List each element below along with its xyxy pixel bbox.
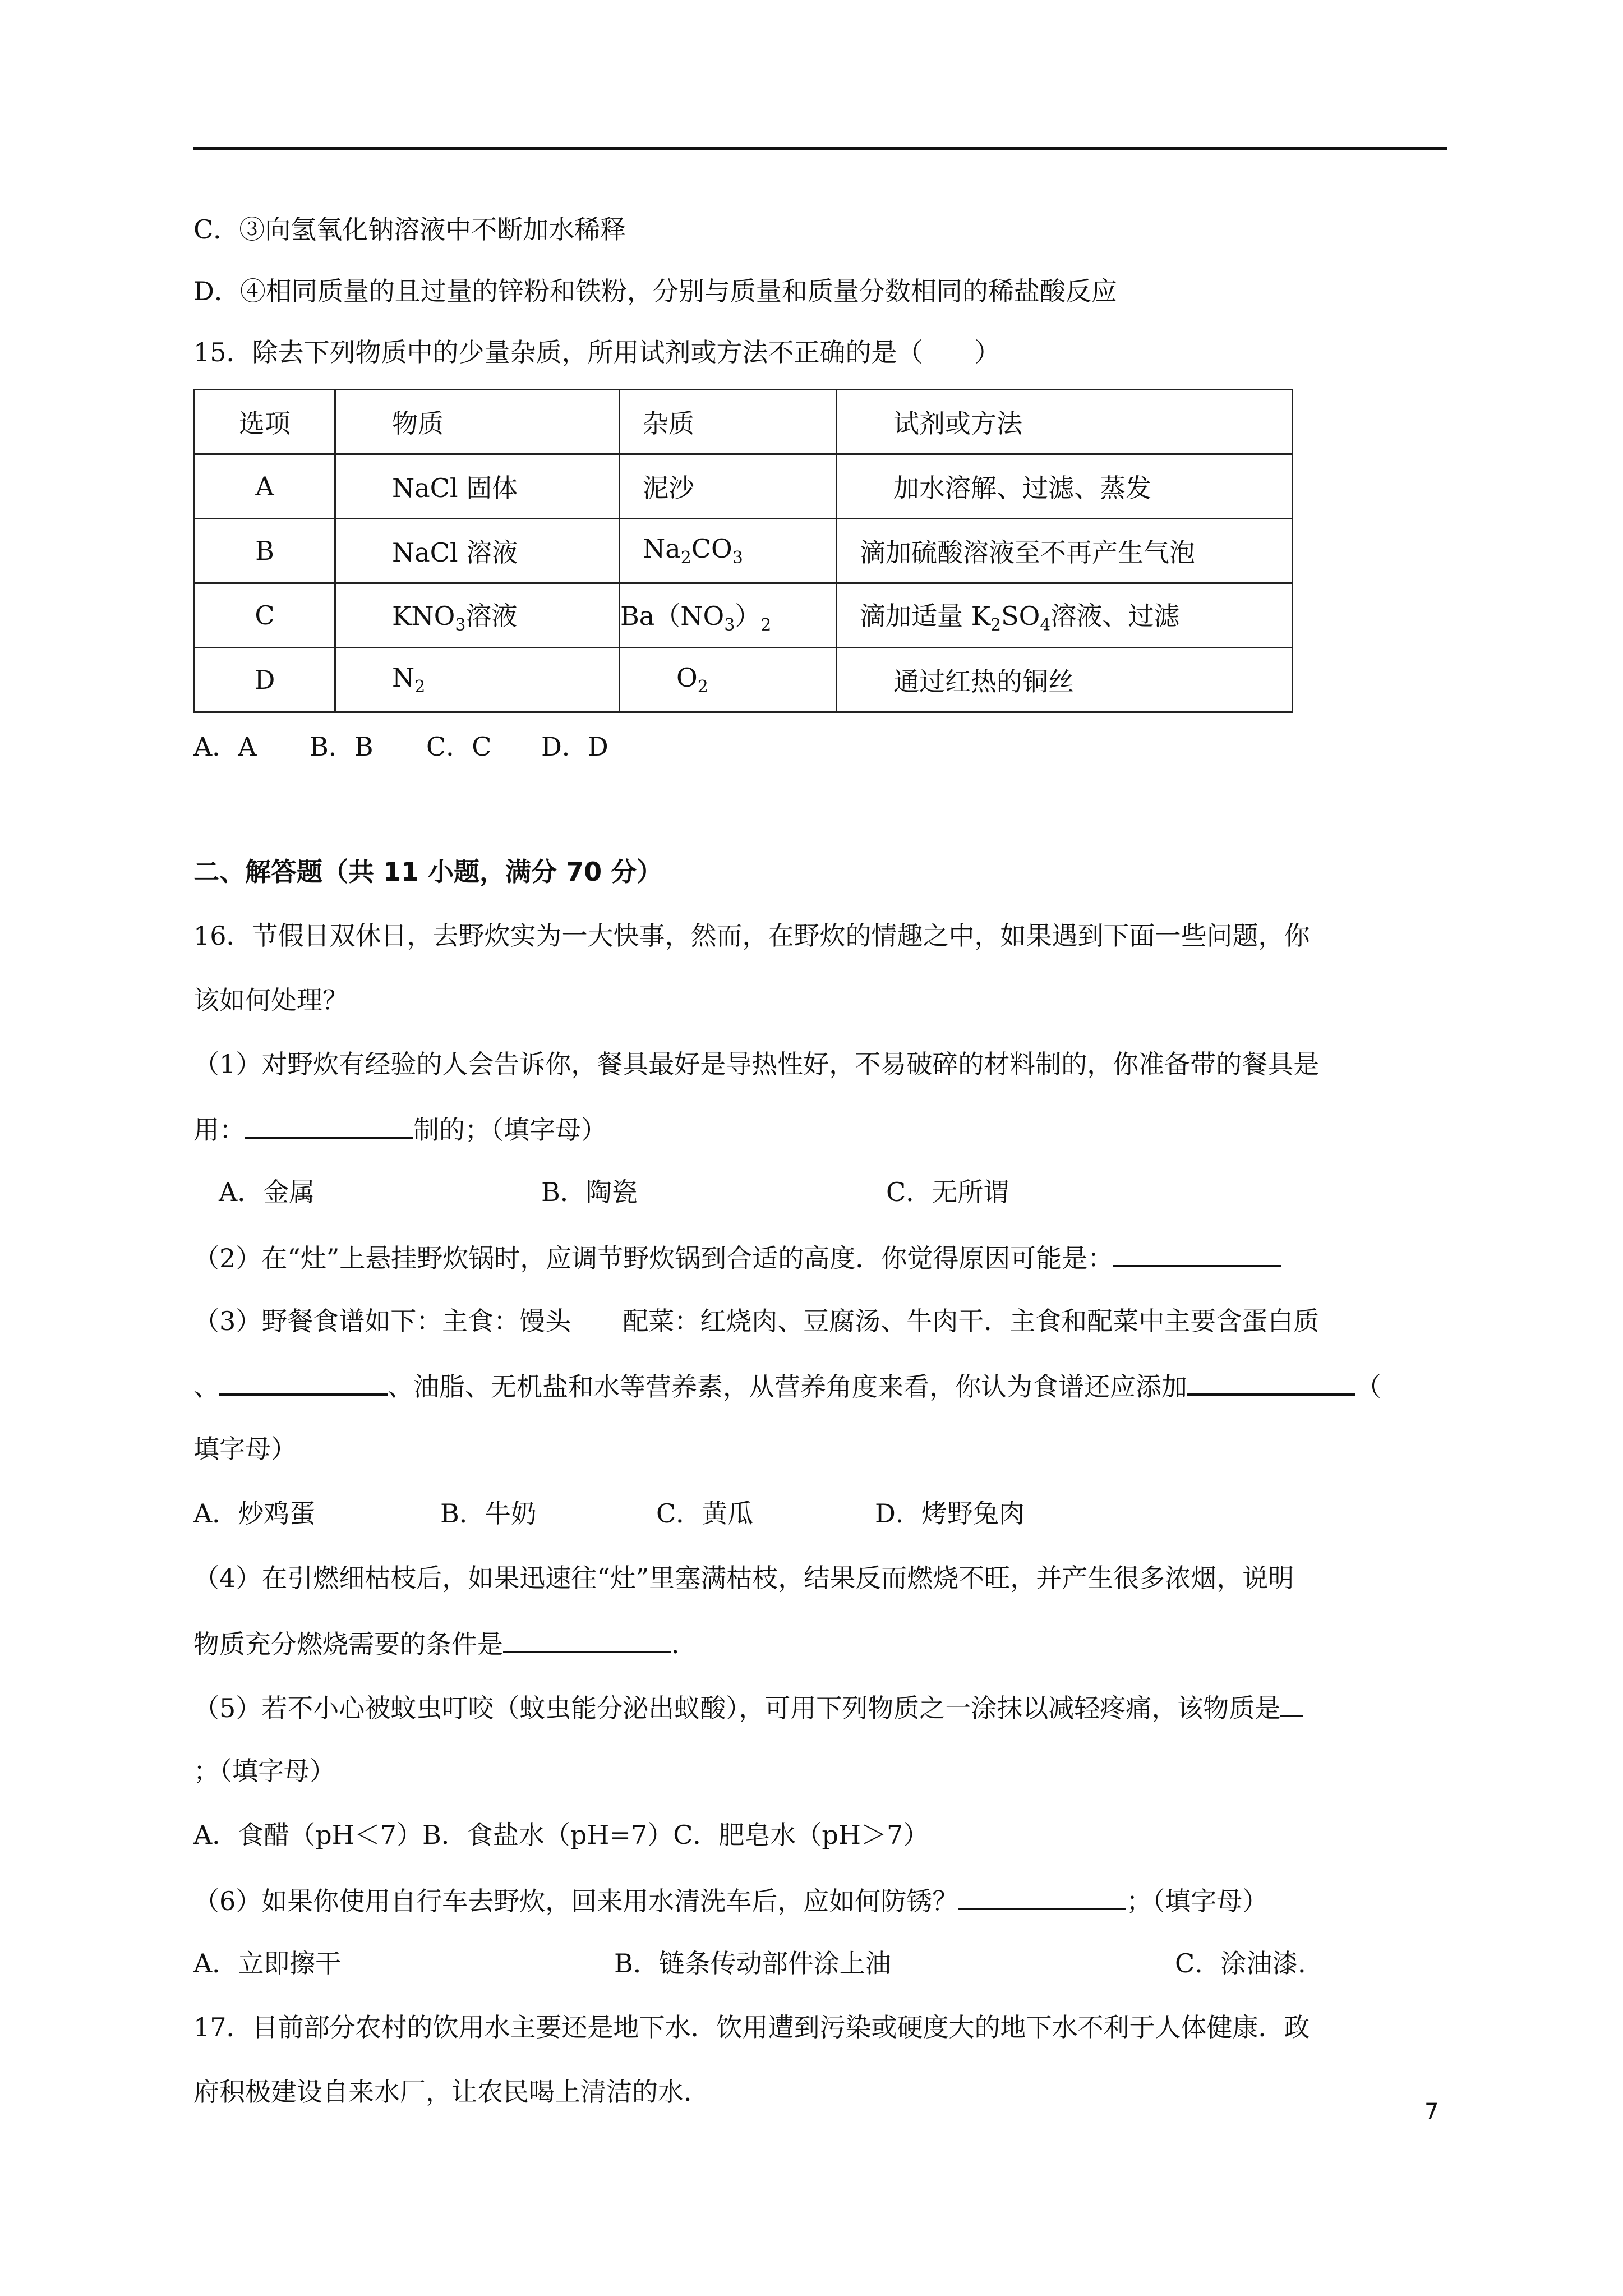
answer-blank[interactable] xyxy=(245,1111,413,1139)
q16-part3-option-c: C．黄瓜 xyxy=(656,1498,754,1529)
answer-blank[interactable] xyxy=(1280,1689,1303,1717)
q14-option-d: D．④相同质量的且过量的锌粉和铁粉，分别与质量和质量分数相同的稀盐酸反应 xyxy=(193,276,1117,306)
table-row xyxy=(195,583,1293,648)
header-substance: 物质 xyxy=(335,390,620,454)
q15-answer-d: D．D xyxy=(541,731,608,762)
row-impurity: $Na_2CO_3$ xyxy=(620,519,837,583)
row-substance: $N_2$ xyxy=(335,648,620,712)
q16-stem-line1: 16．节假日双休日，去野炊实为一大快事，然而，在野炊的情趣之中，如果遇到下面一些问题，你 xyxy=(193,921,1310,951)
row-option: A xyxy=(195,454,335,519)
q16-part3-line2: 、 、油脂、无机盐和水等营养素，从营养角度来看，你认为食谱还应添加 （ xyxy=(193,1368,1381,1404)
row-method: 通过红热的铜丝 xyxy=(837,648,1293,712)
answer-blank[interactable] xyxy=(958,1882,1126,1910)
q16-part1-line1: （1）对野炊有经验的人会告诉你，餐具最好是导热性好，不易破碎的材料制的，你准备带的餐具是 xyxy=(193,1049,1320,1079)
q16-part3-option-d: D．烤野兔肉 xyxy=(875,1498,1025,1529)
answer-blank[interactable] xyxy=(503,1625,671,1653)
q16-part6: （6）如果你使用自行车去野炊，回来用水清洗车后，应如何防锈？ ；（填字母） xyxy=(193,1882,1268,1918)
header-impurity: 杂质 xyxy=(620,390,837,454)
q16-part1-option-a: A．金属 xyxy=(219,1177,315,1207)
answer-blank[interactable] xyxy=(1187,1368,1355,1396)
q16-part1-line2: 用： 制的；（填字母） xyxy=(193,1111,607,1147)
table-row xyxy=(195,519,1293,583)
q16-part1-option-b: B．陶瓷 xyxy=(541,1177,638,1207)
row-impurity: 泥沙 xyxy=(620,454,837,519)
row-method: 滴加适量 $K_2SO_4$溶液、过滤 xyxy=(837,583,1293,648)
q16-part6-option-c: C．涂油漆． xyxy=(1175,1948,1324,1978)
q16-part3-option-b: B．牛奶 xyxy=(440,1498,537,1529)
q16-part3-line1: （3）野餐食谱如下：主食：馒头 配菜：红烧肉、豆腐汤、牛肉干．主食和配菜中主要含蛋白质 xyxy=(193,1306,1320,1336)
q15-answer-c: C．C xyxy=(426,731,492,762)
row-substance: $KNO_3$溶液 xyxy=(335,583,620,648)
q15-answer-a: A．A xyxy=(193,731,257,762)
q16-part4-line2: 物质充分燃烧需要的条件是 ． xyxy=(193,1625,697,1662)
answer-blank[interactable] xyxy=(1113,1239,1281,1267)
section-2-title: 二、解答题（共 11 小题，满分 70 分） xyxy=(193,857,663,887)
table-row xyxy=(195,454,1293,519)
q14-option-c: C．③向氢氧化钠溶液中不断加水稀释 xyxy=(193,214,626,245)
q16-part6-option-a: A．立即擦干 xyxy=(193,1948,342,1978)
q16-part5-options: A．食醋（pH＜7）B．食盐水（pH=7）C．肥皂水（pH＞7） xyxy=(193,1820,929,1850)
q16-part4-line1: （4）在引燃细枯枝后，如果迅速往“灶”里塞满枯枝，结果反而燃烧不旺，并产生很多浓烟，说明 xyxy=(193,1563,1294,1593)
row-option: D xyxy=(195,648,335,712)
row-method: 加水溶解、过滤、蒸发 xyxy=(837,454,1293,519)
page-number: 7 xyxy=(1424,2099,1439,2125)
answer-blank[interactable] xyxy=(219,1368,388,1396)
row-option: C xyxy=(195,583,335,648)
q17-stem-line1: 17．目前部分农村的饮用水主要还是地下水．饮用遭到污染或硬度大的地下水不利于人体健康．政 xyxy=(193,2012,1310,2042)
q16-part1-option-c: C．无所谓 xyxy=(886,1177,1009,1207)
header-rule xyxy=(193,147,1447,150)
q16-part2: （2）在“灶”上悬挂野炊锅时，应调节野炊锅到合适的高度．你觉得原因可能是： xyxy=(193,1239,1281,1276)
header-method: 试剂或方法 xyxy=(837,390,1293,454)
q17-stem-line2: 府积极建设自来水厂，让农民喝上清洁的水． xyxy=(193,2077,709,2107)
row-substance: NaCl 固体 xyxy=(335,454,620,519)
q16-part6-option-b: B．链条传动部件涂上油 xyxy=(614,1948,891,1978)
q16-stem-line2: 该如何处理？ xyxy=(193,985,348,1015)
row-impurity: $O_2$ xyxy=(620,648,837,712)
q15-table xyxy=(193,389,1293,713)
row-method: 滴加硫酸溶液至不再产生气泡 xyxy=(837,519,1293,583)
row-substance: NaCl 溶液 xyxy=(335,519,620,583)
header-option: 选项 xyxy=(195,390,335,454)
q16-part5-line1: （5）若不小心被蚊虫叮咬（蚊虫能分泌出蚁酸），可用下列物质之一涂抹以减轻疼痛，该物质是 xyxy=(193,1689,1303,1726)
table-row xyxy=(195,648,1293,712)
q16-part3-line3: 填字母） xyxy=(193,1434,297,1464)
q16-part3-option-a: A．炒鸡蛋 xyxy=(193,1498,316,1529)
q16-part5-line2: ；（填字母） xyxy=(193,1756,335,1786)
row-impurity: $Ba(NO_3)_2$ xyxy=(620,583,837,648)
q15-stem: 15．除去下列物质中的少量杂质，所用试剂或方法不正确的是（ ） xyxy=(193,337,1000,367)
table-header-row xyxy=(195,390,1293,454)
row-option: B xyxy=(195,519,335,583)
q15-answer-b: B．B xyxy=(310,731,374,762)
